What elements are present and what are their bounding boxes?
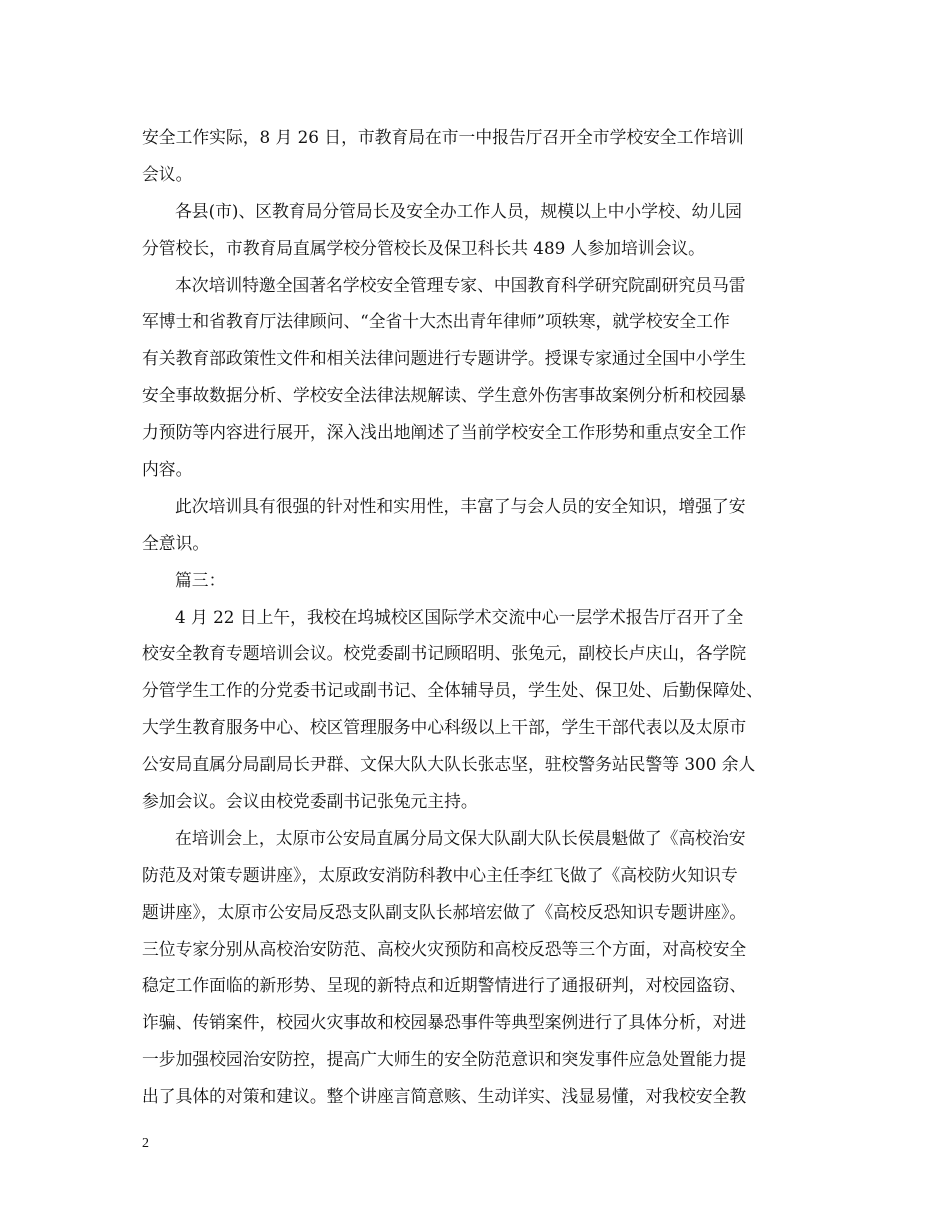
text-line: 参加会议。会议由校党委副书记张兔元主持。 — [142, 791, 478, 812]
text-line: 分管校长，市教育局直属学校分管校长及保卫科长共 489 人参加培训会议。 — [142, 237, 705, 258]
text-line: 安全工作实际，8 月 26 日，市教育局在市一中报告厅召开全市学校安全工作培训 — [142, 127, 744, 147]
text-line: 4 月 22 日上午，我校在坞城校区国际学术交流中心一层学术报告厅召开了全 — [175, 606, 744, 627]
text-line: 一步加强校园治安防控，提高广大师生的安全防范意识和突发事件应急处置能力提 — [142, 1049, 747, 1070]
text-line: 三位专家分别从高校治安防范、高校火灾预防和高校反恐等三个方面，对高校安全 — [142, 938, 747, 959]
text-line: 分管学生工作的分党委书记或副书记、全体辅导员，学生处、保卫处、后勤保障处、 — [142, 680, 763, 701]
text-line: 安全事故数据分析、学校安全法律法规解读、学生意外伤害事故案例分析和校园暴 — [142, 385, 747, 406]
text-line: 大学生教育服务中心、校区管理服务中心科级以上干部，学生干部代表以及太原市 — [142, 717, 747, 738]
text-line: 校安全教育专题培训会议。校党委副书记顾昭明、张兔元，副校长卢庆山，各学院 — [142, 643, 747, 664]
text-line: 出了具体的对策和建议。整个讲座言简意赅、生动详实、浅显易懂，对我校安全教 — [142, 1086, 747, 1107]
text-line: 军博士和省教育厅法律顾问、“全省十大杰出青年律师”项轶寒，就学校安全工作 — [142, 311, 730, 332]
text-line: 本次培训特邀全国著名学校安全管理专家、中国教育科学研究院副研究员马雷 — [175, 274, 746, 295]
text-line: 内容。 — [142, 459, 193, 480]
text-line: 此次培训具有很强的针对性和实用性，丰富了与会人员的安全知识，增强了安 — [175, 495, 746, 516]
text-line: 诈骗、传销案件，校园火灾事故和校园暴恐事件等典型案例进行了具体分析，对进 — [142, 1012, 747, 1033]
text-line: 各县(市)、区教育局分管局长及安全办工作人员，规模以上中小学校、幼儿园 — [175, 200, 742, 221]
text-line: 会议。 — [142, 163, 193, 184]
text-line: 稳定工作面临的新形势、呈现的新特点和近期警情进行了通报研判，对校园盗窃、 — [142, 975, 747, 996]
document-body — [142, 119, 808, 1115]
page-number: 2 — [142, 1136, 149, 1151]
text-line: 全意识。 — [142, 532, 210, 553]
text-line: 有关教育部政策性文件和相关法律问题进行专题讲学。授课专家通过全国中小学生 — [142, 348, 747, 369]
text-line: 防范及对策专题讲座》，太原政安消防科教中心主任李红飞做了《高校防火知识专 — [142, 864, 738, 885]
text-line: 题讲座》，太原市公安局反恐支队副支队长郝培宏做了《高校反恐知识专题讲座》。 — [142, 901, 747, 922]
text-line: 篇三： — [175, 569, 226, 590]
text-line: 力预防等内容进行展开，深入浅出地阐述了当前学校安全工作形势和重点安全工作 — [142, 422, 747, 443]
text-line: 公安局直属分局副局长尹群、文保大队大队长张志坚，驻校警务站民警等 300 余人 — [142, 754, 756, 775]
text-line: 在培训会上，太原市公安局直属分局文保大队副大队长侯晨魁做了《高校治安 — [175, 827, 746, 848]
